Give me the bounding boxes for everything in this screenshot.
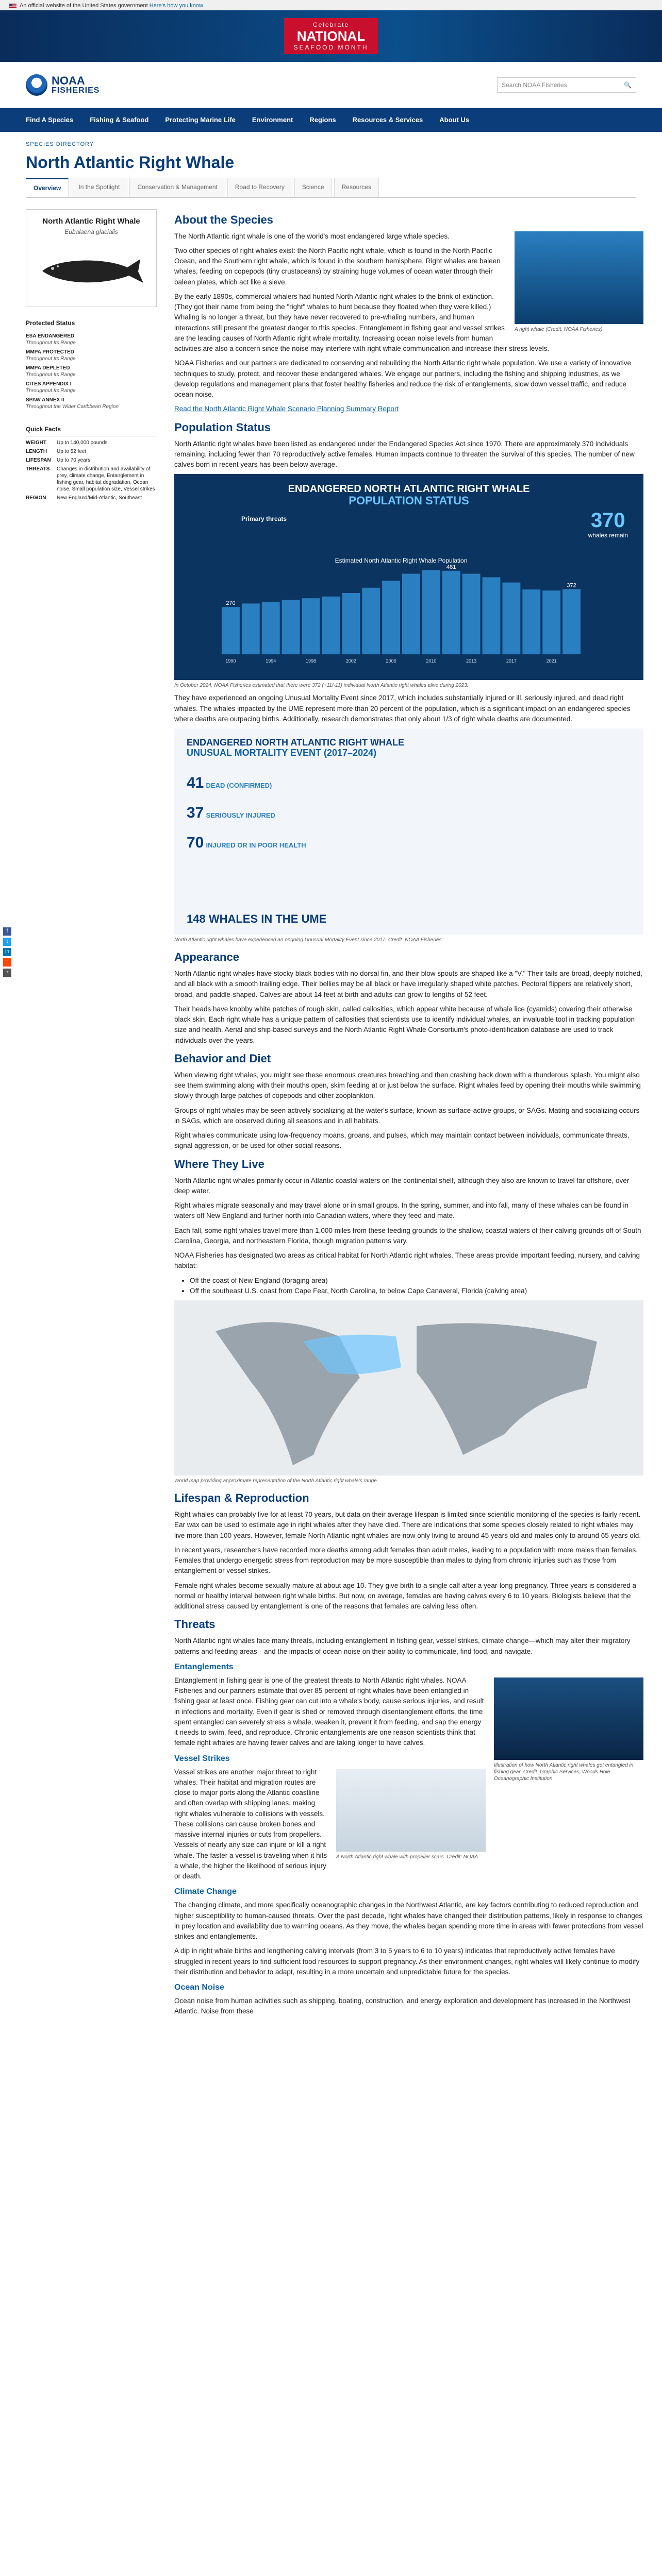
info-title-1: ENDANGERED NORTH ATLANTIC RIGHT WHALE — [288, 483, 530, 495]
search-icon[interactable]: 🔍 — [624, 81, 632, 89]
info-title-2: POPULATION STATUS — [349, 494, 469, 507]
behavior-heading: Behavior and Diet — [174, 1052, 271, 1065]
more-share-icon[interactable]: + — [3, 969, 11, 977]
population-bar — [362, 588, 380, 654]
ume-caption: North Atlantic right whales have experienced an ongoing Unusual Mortality Event since 2017. Credit: NOAA Fisheries — [174, 937, 442, 943]
lifespan-p3: Female right whales become sexually mature at about age 10. They give birth to a single calf after a year-long pregnancy. Three years is considered a normal or healthy interval between right whale births. But now, on average, females are having calves every 6 to 10 years. Biologists believe that the additional stress caused by entanglement is one of the reasons that females are calving less often. — [174, 1581, 636, 1610]
chart-title: Estimated North Atlantic Right Whale Population — [335, 557, 468, 565]
nav-item[interactable]: Environment — [252, 116, 293, 124]
entanglement-figure — [494, 1677, 643, 1782]
card-sci-name: Eubalaena glacialis — [64, 228, 118, 235]
map-caption: World map providing approximate representation of the North Atlantic right whale's range. — [174, 1478, 378, 1484]
logo-title: NOAA — [52, 74, 85, 87]
tab-overview[interactable]: Overview — [26, 178, 69, 197]
year-tick-label: 2021 — [546, 658, 557, 664]
page-title: North Atlantic Right Whale — [26, 152, 235, 172]
population-chart — [205, 556, 597, 670]
tab-spotlight[interactable]: In the Spotlight — [71, 178, 127, 197]
entanglement-p: Entanglement in fishing gear is one of the greatest threats to North Atlantic right whales. NOAA Fisheries and our partners estimate that over 85 percent of right whales have been entangled in fishing gear at least once. Fishing gear can cut into a whale's body, cause serious injuries, and result in infections and mortality. Even if gear is shed or removed through disentanglement efforts, the time spent entangled can severely stress a whale, weaken it, prevent it from feeding, and sap the energy it needs to swim, feed, and reproduce. Chronic entanglements are one reason scientists think that female right whales are having fewer calves and are taking longer to have calves. — [174, 1676, 484, 1747]
status-item: MMPA DEPLETED Throughout Its Range — [26, 365, 76, 378]
population-bar — [282, 600, 300, 654]
nav-item[interactable]: About Us — [439, 116, 470, 124]
reddit-icon[interactable]: r — [3, 958, 11, 967]
ume-infographic — [174, 728, 643, 935]
whale-illustration — [34, 243, 149, 299]
fact-row: REGION New England/Mid-Atlantic, Southeast — [26, 495, 142, 501]
population-bar — [322, 597, 340, 654]
quick-facts-heading: Quick Facts — [26, 413, 157, 436]
ume-dead-label: DEAD (CONFIRMED) — [206, 781, 272, 789]
ume-serious-count: 37 — [187, 804, 204, 821]
year-tick-label: 1998 — [305, 658, 317, 664]
noise-heading: Ocean Noise — [174, 1983, 224, 1992]
ume-title-2: UNUSUAL MORTALITY EVENT (2017–2024) — [187, 747, 377, 758]
banner-big: NATIONAL — [296, 28, 366, 44]
where-p4: NOAA Fisheries has designated two areas as critical habitat for North Atlantic right whales. These areas provide important feeding, nursery, and calving habitat: — [174, 1251, 640, 1270]
about-p1: The North Atlantic right whale is one of the world's most endangered large whale species. — [174, 232, 450, 240]
tab-resources[interactable]: Resources — [334, 178, 379, 197]
population-bar — [462, 574, 481, 654]
tab-recovery[interactable]: Road to Recovery — [227, 178, 292, 197]
tab-conservation[interactable]: Conservation & Management — [129, 178, 225, 197]
population-p2: They have experienced an ongoing Unusual Mortality Event since 2017, which includes substantially injured or ill, seriously injured, and dead right whales. The whales impacted by the UME represent more than 20 percent of the population, which is a significant impact on an endangered species where deaths are outpacing births. Additionally, research demonstrates that only about 1/3 of right whale deaths are documented. — [174, 694, 631, 723]
fact-row: LIFESPAN Up to 70 years — [26, 457, 91, 463]
linkedin-icon[interactable]: in — [3, 948, 11, 956]
population-bar — [302, 598, 320, 654]
main-nav — [0, 108, 662, 132]
status-item: CITES APPENDIX I Throughout Its Range — [26, 381, 76, 394]
climate-heading: Climate Change — [174, 1887, 237, 1896]
quick-facts — [26, 439, 157, 501]
climate-p2: A dip in right whale births and lengthening calving intervals (from 3 to 5 years to 6 to 10 years) indicates that reproductively active females have struggled in recent years to find sufficient food resources to support pregnancy. As their environment changes, right whales will likely continue to modify their distribution and behavior to adapt, resulting in a more uncertain and unpredictable future for the species. — [174, 1947, 640, 1976]
status-item: SPAW ANNEX II Throughout the Wider Caribbean Region — [26, 397, 119, 410]
appearance-heading: Appearance — [174, 951, 239, 963]
card-name: North Atlantic Right Whale — [42, 216, 140, 226]
fact-row: LENGTH Up to 52 feet — [26, 449, 87, 454]
protected-heading: Protected Status — [26, 307, 157, 330]
threats-p1: North Atlantic right whales face many threats, including entanglement in fishing gear, vessel strikes, climate change—which may alter their migratory patterns and feeding areas—and the impacts of ocean noise on their ability to communicate, find food, and navigate. — [174, 1637, 631, 1655]
population-bar — [483, 578, 501, 655]
ume-title-1: ENDANGERED NORTH ATLANTIC RIGHT WHALE — [187, 737, 404, 748]
year-tick-label: 1994 — [266, 658, 276, 664]
ume-ill-label: INJURED OR IN POOR HEALTH — [206, 841, 306, 849]
twitter-icon[interactable]: t — [3, 938, 11, 946]
entanglement-caption: Illustration of how North Atlantic right whales get entangled in fishing gear. Credit: Graphic Services, Woods Hole Oceanographic Institution — [494, 1762, 634, 1782]
behavior-p1: When viewing right whales, you might see these enormous creatures breaching and then crashing back down with a thunderous splash. You might also see them swimming along with their mouths open, skim feeding at or just below the surface. Right whales feed by opening their mouths while swimming slowly through large patches of copepods and other zooplankton. — [174, 1071, 641, 1100]
main-content — [174, 209, 643, 2021]
vessel-p: Vessel strikes are another major threat to right whales. Their habitat and migration routes are close to major ports along the Atlantic coastline and often overlap with shipping lanes, making right whales vulnerable to collisions with vessels. These collisions can cause broken bones and massive internal injuries or cuts from propellers. Vessels of nearly any size can injure or kill a right whale. The faster a vessel is traveling when it hits a whale, the higher the likelihood of serious injury or death. — [174, 1768, 327, 1880]
propeller-scar-photo — [336, 1769, 486, 1852]
year-tick-label: 2017 — [506, 658, 517, 664]
ume-dead-count: 41 — [187, 774, 204, 791]
appearance-p2: Their heads have knobby white patches of rough skin, called callosities, which appear white because of whale lice (cyamids) covering their otherwise black skin. Each right whale has a unique pattern of callosities that scientists use to identify individual whales, an invaluable tool in tracking population size and health. Aerial and ship-based surveys and the North Atlantic Right Whale Consortium's photo-identification database are used to track individuals over the years. — [174, 1005, 635, 1044]
population-caption: In October 2024, NOAA Fisheries estimated that there were 372 (+11/-11) individual North Atlantic right whales alive during 2023. — [174, 683, 469, 689]
population-bar — [562, 589, 581, 654]
logo-sub: FISHERIES — [52, 86, 100, 95]
population-bar — [442, 571, 460, 654]
share-bar — [3, 927, 11, 977]
population-bar — [502, 583, 520, 654]
banner-bottom: SEAFOOD MONTH — [293, 44, 369, 51]
nav-item[interactable]: Find A Species — [26, 116, 74, 124]
banner-top: Celebrate — [312, 21, 349, 28]
lifespan-p2: In recent years, researchers have recorded more deaths among adult females than adult males, leading to a population with more males than females. Females that undergo energetic stress from reproduction may be more susceptible than males to dying from chronic injuries such as those from entanglement or vessel strikes. — [174, 1546, 638, 1575]
climate-p1: The changing climate, and more specifically oceanographic changes in the Northwest Atlantic, are key factors contributing to reduced reproduction and higher susceptibility to human-caused threats. Over the past decade, right whales have changed their distribution patterns, likely in response to changes in prey location and availability due to warming oceans. As they move, the whales began spending more time in areas with fewer protections from vessel strikes and entanglements. — [174, 1901, 643, 1940]
vessel-heading: Vessel Strikes — [174, 1754, 230, 1763]
bar-value-label: 372 — [567, 582, 576, 589]
tab-science[interactable]: Science — [294, 178, 332, 197]
fact-row: THREATS Changes in distribution and availability of prey, climate change, Entanglement in fishing gear, habitat degradation, Ocean noise, Small population size, Vessel strikes — [26, 466, 155, 492]
nav-item[interactable]: Fishing & Seafood — [90, 116, 149, 124]
gov-text: An official website of the United States government — [20, 3, 148, 9]
year-tick-label: 2010 — [426, 658, 437, 664]
bar-value-label: 481 — [446, 564, 456, 571]
gov-banner — [0, 0, 662, 10]
population-bar — [422, 570, 440, 655]
protected-status-list — [26, 333, 157, 410]
search-input[interactable] — [497, 77, 636, 93]
habitat-item: • Off the southeast U.S. coast from Cape Fear, North Carolina, to below Cape Canaveral, Florida (calving area) — [190, 1286, 643, 1296]
about-figure — [515, 231, 643, 333]
ume-serious-label: SERIOUSLY INJURED — [206, 811, 275, 819]
range-map — [174, 1300, 643, 1476]
year-tick-label: 1990 — [225, 658, 236, 664]
where-heading: Where They Live — [174, 1157, 264, 1171]
species-card — [26, 209, 157, 308]
entanglement-illustration — [494, 1677, 643, 1760]
ume-total: 148 WHALES IN THE UME — [187, 912, 327, 925]
fact-row: WEIGHT Up to 140,000 pounds — [26, 440, 108, 446]
noaa-logo[interactable] — [26, 74, 100, 96]
nav-item[interactable]: Protecting Marine Life — [165, 116, 236, 124]
year-tick-label: 2006 — [386, 658, 396, 664]
vessel-figure — [336, 1769, 486, 1860]
population-label: whales remain — [588, 532, 628, 539]
status-item: MMPA PROTECTED Throughout Its Range — [26, 349, 76, 362]
threats-label: Primary threats — [241, 515, 287, 523]
about-p3: By the early 1890s, commercial whalers had hunted North Atlantic right whales to the brink of extinction. (They got their name from being the "right" whales to hunt because they floated when they were killed.) Whaling is no longer a threat, but they have never recovered to pre-whaling numbers, and human interactions still present the greatest danger to this species. Entanglement in fishing gear and vessel strikes are the leading causes of North Atlantic right whale mortality. Increasing ocean noise levels from human activities are also a concern since the noise may interfere with right whale communication and increase their stress levels. — [174, 292, 550, 352]
tab-bar — [26, 178, 636, 198]
bar-value-label: 270 — [226, 600, 236, 607]
noise-p: Ocean noise from human activities such as shipping, boating, construction, and energy exploration and development has increased in the Northwest Atlantic. Noise from these — [174, 1997, 631, 2015]
lifespan-heading: Lifespan & Reproduction — [174, 1492, 309, 1504]
behavior-p3: Right whales communicate using low-frequency moans, groans, and pulses, which may maintain contact between individuals, communicate threats, signal aggression, or be used for other social reasons. — [174, 1131, 630, 1150]
about-heading: About the Species — [174, 213, 273, 226]
population-bar — [542, 590, 560, 654]
year-tick-label: 2013 — [466, 658, 477, 664]
promo-banner[interactable] — [0, 10, 662, 62]
critical-habitat-list — [190, 1276, 643, 1297]
about-p4: NOAA Fisheries and our partners are dedicated to conserving and rebuilding the North Atlantic right whale population. We use a variety of innovative techniques to study, protect, and recover these endangered whales. We engage our partners, including the fishing and shipping industries, as we develop regulations and management plans that foster healthy fisheries and reduce the risk of entanglements, slow down vessel traffic, and reduce ocean noise. — [174, 359, 632, 398]
where-p1: North Atlantic right whales primarily occur in Atlantic coastal waters on the continental shelf, although they also are known to travel far offshore, over deep water. — [174, 1176, 630, 1195]
lifespan-p1: Right whales can probably live for at least 70 years, but data on their average lifespan is limited since scientific monitoring of the species is fairly recent. Ear wax can be used to estimate age in right whales after they have died. There are indications that some species closely related to right whales may live more than 100 years. However, female North Atlantic right whales are now only living to around 45 years old and males only to around 65 years old. — [174, 1511, 641, 1539]
behavior-p2: Groups of right whales may be seen actively socializing at the water's surface, known as surface-active groups, or SAGs. Mating and socializing occurs in SAGs, which are observed during all seasons and in all habitats. — [174, 1106, 640, 1125]
us-flag-icon — [9, 4, 16, 8]
population-bar — [242, 604, 260, 655]
where-p2: Right whales migrate seasonally and may travel alone or in small groups. In the spring, summer, and into fall, many of these whales can be found in waters off New England and further north into Canadian waters, where they feed and mate. — [174, 1201, 628, 1220]
threats-heading: Threats — [174, 1618, 216, 1631]
about-p2: Two other species of right whales exist: the North Pacific right whale, which is found in the North Pacific Ocean, and the Southern right whale, which is found in the southern hemisphere. Right whales are baleen whales, feeding on copepods (tiny crustaceans) by straining huge volumes of ocean water through their baleen plates, which act like a sieve. — [174, 246, 501, 286]
breadcrumb[interactable]: SPECIES DIRECTORY — [26, 141, 94, 147]
year-tick-label: 2002 — [345, 658, 356, 664]
population-bar — [522, 589, 540, 654]
right-whale-photo — [515, 231, 643, 324]
population-bar — [222, 607, 240, 654]
population-bar — [402, 574, 420, 654]
facebook-icon[interactable]: f — [3, 927, 11, 936]
population-bar — [342, 593, 360, 654]
population-bar — [382, 581, 400, 654]
scenario-report-link[interactable]: Read the North Atlantic Right Whale Scenario Planning Summary Report — [174, 405, 399, 413]
search-placeholder: Search NOAA Fisheries — [502, 81, 567, 89]
population-heading: Population Status — [174, 420, 271, 434]
habitat-item: • Off the coast of New England (foraging area) — [190, 1276, 643, 1286]
sidebar — [26, 209, 157, 2021]
population-bar — [262, 602, 280, 654]
nav-item[interactable]: Resources & Services — [352, 116, 423, 124]
gov-link[interactable]: Here's how you know — [149, 3, 203, 9]
population-p1: North Atlantic right whales have been listed as endangered under the Endangered Species Act since 1970. There are approximately 370 individuals remaining, including fewer than 70 reproductively active females. Human impacts continue to threaten the survival of this species. The number of new calves born in recent years has been below average. — [174, 439, 635, 468]
entanglement-heading: Entanglements — [174, 1662, 234, 1671]
population-infographic — [174, 474, 643, 680]
about-caption: A right whale (Credit: NOAA Fisheries) — [515, 326, 603, 332]
appearance-p1: North Atlantic right whales have stocky black bodies with no dorsal fin, and their blow spouts are shaped like a "V." Their tails are broad, deeply notched, and all black with a smooth trailing edge. Their bellies may be all black or have irregularly shaped white patches. Pectoral flippers are relatively short, broad, and paddle-shaped. Calves are about 14 feet at birth and adults can grow to lengths of 52 feet. — [174, 970, 642, 998]
where-p3: Each fall, some right whales travel more than 1,000 miles from these feeding grounds to the shallow, coastal waters of their calving grounds off of South Carolina, Georgia, and northeastern Florida, though migration patterns vary. — [174, 1226, 641, 1245]
vessel-caption: A North Atlantic right whale with propeller scars. Credit: NOAA — [336, 1854, 478, 1860]
population-number: 370 — [590, 509, 625, 532]
nav-item[interactable]: Regions — [309, 116, 336, 124]
site-header — [0, 62, 662, 108]
status-item: ESA ENDANGERED Throughout Its Range — [26, 333, 76, 346]
noaa-emblem-icon — [26, 74, 47, 96]
ume-ill-count: 70 — [187, 834, 204, 851]
